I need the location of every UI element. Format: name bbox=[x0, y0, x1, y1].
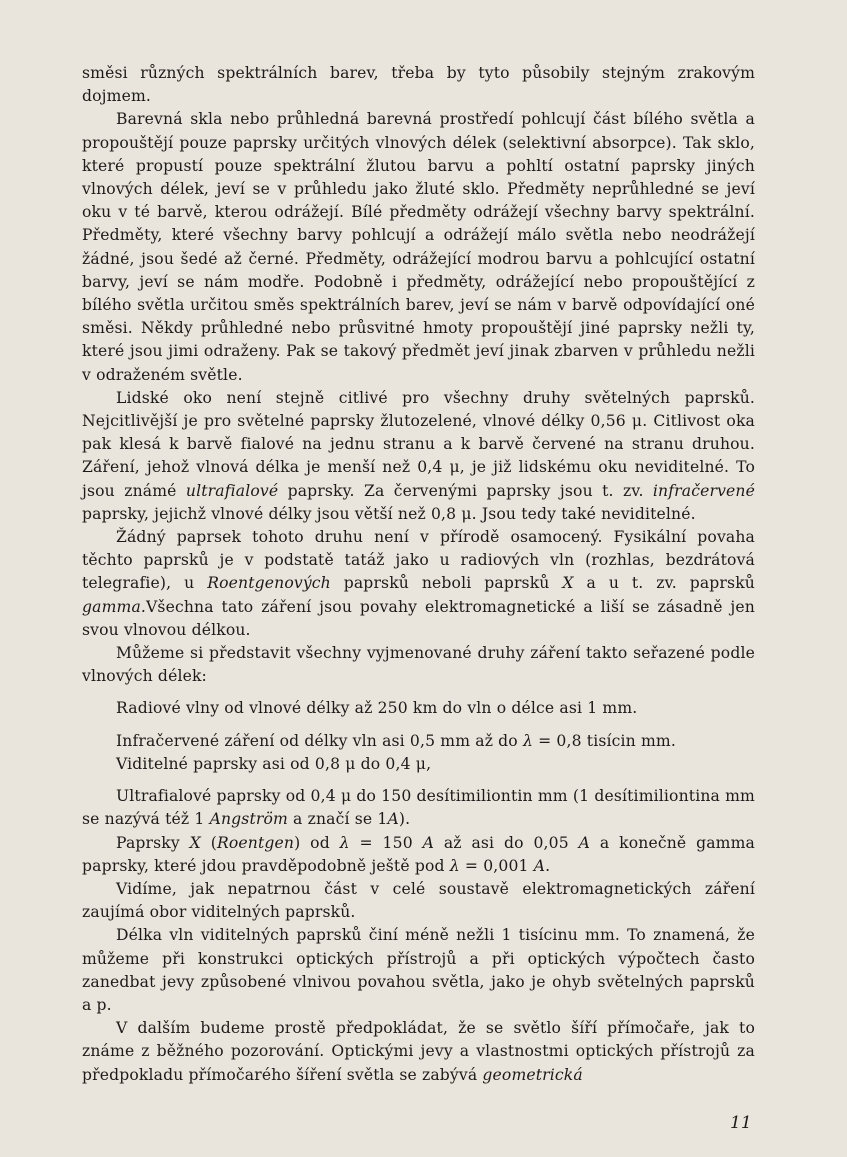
italic-text: ultrafialové bbox=[185, 481, 279, 500]
italic-text: A bbox=[387, 810, 399, 829]
italic-text: gamma. bbox=[82, 597, 147, 616]
italic-text: A bbox=[422, 833, 434, 852]
paragraph bbox=[82, 785, 755, 831]
text-run: Délka vln viditelných paprsků činí méně nežli 1 tisícinu mm. To znamená, že můžeme při konstrukci optických přístrojů a při optických výpočtech často zanedbat jevy způsobené vlnivou povahou světla, jako je ohyb světelných paprsků a p. bbox=[82, 926, 755, 1014]
paragraph bbox=[82, 642, 755, 688]
paragraph bbox=[82, 526, 755, 642]
paragraph bbox=[82, 832, 755, 878]
text-run: . bbox=[545, 856, 551, 875]
text-run: Můžeme si představit všechny vyjmenované druhy záření takto seřazené podle vlnových délek: bbox=[82, 644, 755, 686]
text-run: až asi do 0,05 bbox=[434, 833, 579, 852]
text-run: Lidské oko není stejně citlivé pro všechny druhy světelných paprsků. Nejcitlivější je pro světelné paprsky žlutozelené, vlnové délky 0,56 μ. Citlivost oka pak klesá k barvě fialové na jednu stranu a k barvě červené na stranu druhou. Záření, jehož vlnová délka je menší než 0,4 μ, je již lidskému oku neviditelné. To jsou známé bbox=[82, 388, 755, 500]
paragraph bbox=[82, 387, 755, 526]
text-run: Paprsky bbox=[116, 833, 190, 852]
text-run: Infračervené záření od délky vln asi 0,5 mm až do bbox=[116, 731, 523, 750]
text-run: a konečně gamma paprsky, které jdou pravděpodobně ještě pod bbox=[82, 833, 756, 875]
paragraph bbox=[82, 924, 755, 1017]
text-run: ) od bbox=[294, 833, 340, 852]
text-run: paprsků neboli paprsků bbox=[330, 574, 563, 593]
italic-text: λ bbox=[449, 856, 460, 875]
paragraph bbox=[82, 753, 755, 776]
text-run: Vidíme, jak nepatrnou část v celé soustavě elektromagnetických záření zaujímá obor viditelných paprsků. bbox=[82, 879, 755, 922]
text-run: Ultrafialové paprsky od 0,4 μ do 150 desítimiliontin mm (1 desítimiliontina mm se nazývá též 1 bbox=[82, 787, 755, 829]
text-run: a u t. zv. paprsků bbox=[573, 574, 755, 593]
text-run: a značí se 1 bbox=[287, 810, 388, 829]
text-run: Radiové vlny od vlnové délky až 250 km do vln o délce asi 1 mm. bbox=[116, 699, 638, 718]
text-run: ). bbox=[398, 810, 411, 829]
italic-text: λ bbox=[522, 731, 533, 750]
paragraph bbox=[82, 878, 755, 924]
text-run: Viditelné paprsky asi od 0,8 μ do 0,4 μ, bbox=[116, 754, 432, 773]
text-run: Žádný paprsek tohoto druhu není v přírodě osamocený. Fysikální povaha těchto paprsků je v podstatě tatáž jako u radiových vln (rozhlas, bezdrátová telegrafie), u bbox=[82, 528, 755, 593]
text-run: = 150 bbox=[349, 833, 423, 852]
italic-text: geometrická bbox=[482, 1065, 583, 1084]
text-run: = 0,8 tisícin mm. bbox=[533, 731, 676, 750]
italic-text: Roentgen bbox=[216, 833, 295, 852]
italic-text: Angström bbox=[209, 810, 288, 829]
paragraph bbox=[82, 730, 755, 753]
text-run: Všechna tato záření jsou povahy elektromagnetické a liší se zásadně jen svou vlnovou délkou. bbox=[82, 597, 755, 639]
paragraph bbox=[82, 108, 755, 386]
body-text bbox=[82, 62, 755, 1087]
page-number: 11 bbox=[730, 1113, 752, 1133]
text-run: směsi různých spektrálních barev, třeba by tyto působily stejným zrakovým dojmem. bbox=[82, 64, 755, 106]
italic-text: Roentgenových bbox=[207, 574, 331, 593]
italic-text: A bbox=[578, 833, 591, 852]
italic-text: λ bbox=[339, 833, 350, 852]
text-run: paprsky. Za červenými paprsky jsou t. zv. bbox=[278, 481, 653, 500]
italic-text: A bbox=[533, 856, 546, 875]
paragraph bbox=[82, 62, 755, 108]
text-run: ( bbox=[200, 833, 217, 852]
italic-text: X bbox=[562, 574, 574, 593]
italic-text: X bbox=[189, 833, 201, 852]
paragraph bbox=[82, 1017, 755, 1087]
italic-text: infračervené bbox=[652, 481, 755, 500]
paragraph bbox=[82, 697, 755, 720]
text-run: Barevná skla nebo průhledná barevná prostředí pohlcují část bílého světla a propouštějí pouze paprsky určitých vlnových délek (selektivní absorpce). Tak sklo, které propustí pouze spektrální žlutou barvu a pohltí ostatní paprsky jiných vlnových délek, jeví se v průhledu jako žluté sklo. Předměty neprůhledné se jeví oku v té barvě, kterou odrážejí. Bílé předměty odrážejí všechny barvy spektrální. Předměty, které všechny barvy pohlcují a odrážejí málo světla nebo neodrážejí žádné, jsou šedé až černé. Předměty, odrážející modrou barvu a pohlcující ostatní barvy, jeví se nám modře. Podobně i předměty, odrážející nebo propouštějící z bílého světla určitou směs spektrálních barev, jeví se nám v barvě odpovídající oné směsi. Někdy průhledné nebo průsvitné hmoty propouštějí jiné paprsky nežli ty, které jsou jimi odraženy. Pak se takový předmět jeví jinak zbarven v průhledu nežli v odraženém světle. bbox=[82, 110, 755, 384]
text-run: paprsky, jejichž vlnové délky jsou větší než 0,8 μ. Jsou tedy také neviditelné. bbox=[82, 504, 696, 523]
text-run: V dalším budeme prostě předpokládat, že se světlo šíří přímočaře, jak to známe z běžného pozorování. Optickými jevy a vlastnostmi optických přístrojů za předpokladu přímočarého šíření světla se zabývá bbox=[82, 1019, 755, 1084]
text-run: = 0,001 bbox=[459, 856, 534, 875]
